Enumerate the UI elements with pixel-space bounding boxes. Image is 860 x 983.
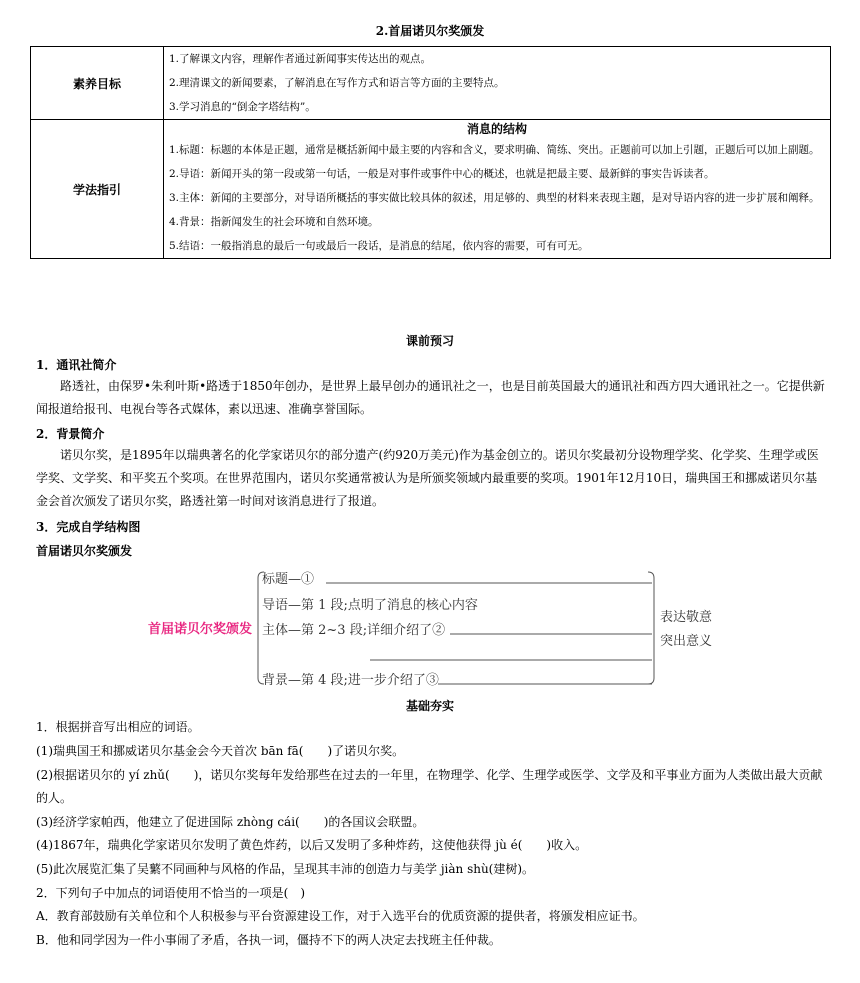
q2-option-b: B．他和同学因为一件小事闹了矛盾，各执一词，僵持不下的两人决定去找班主任仲裁。 [36,933,501,947]
diagram-row-title: 标题—① [262,572,315,587]
goals-head: 素养目标 [31,47,164,120]
method-head: 学法指引 [31,120,164,259]
structure-diagram [148,566,728,690]
diagram-right-2: 突出意义 [660,634,713,649]
diagram-row-body: 主体—第 2~3 段;详细介绍了② [262,623,446,638]
method-item: 3.主体：新闻的主要部分，对导语所概括的事实做比较具体的叙述，用足够的、典型的材料来表现主题，是对导语内容的进一步扩展和阐释。 [169,192,820,204]
background-paragraph: 诺贝尔奖，是1895年以瑞典著名的化学家诺贝尔的部分遗产(约920万美元)作为基金创立的。诺贝尔奖最初分设物理学奖、化学奖、生理学或医学奖、文学奖、和平奖五个奖项。在世界范围内，诺贝尔奖通常被认为是所颁奖领域内最重要的奖项。1901年12月10日，瑞典国王和挪威诺贝尔基金会首次颁发了诺贝尔奖，路透社第一时间对该消息进行了报道。 [36,448,819,508]
section-title-agency: 1．通讯社简介 [36,358,117,372]
basics-heading: 基础夯实 [405,699,454,713]
goal-item: 2.理清课文的新闻要素，了解消息在写作方式和语言等方面的主要特点。 [169,77,505,89]
q1-item-4: (4)1867年，瑞典化学家诺贝尔发明了黄色炸药，以后又发明了多种炸药，这使他获得 jù é( )收入。 [36,838,588,852]
agency-paragraph: 路透社，由保罗•朱利叶斯•路透于1850年创办，是世界上最早创办的通讯社之一，也是目前英国最大的通讯社和西方四大通讯社之一。它提供新闻报道给报刊、电视台等各式媒体，素以迅速、准确享誉国际。 [36,379,825,416]
page-title: 2.首届诺贝尔奖颁发 [375,24,485,38]
preview-heading: 课前预习 [405,334,454,348]
question-1: 1．根据拼音写出相应的词语。 [36,720,200,734]
section-title-background: 2．背景简介 [36,427,105,441]
method-title: 消息的结构 [466,122,527,136]
goals-cell [164,47,831,120]
question-2: 2．下列句子中加点的词语使用不恰当的一项是( ) [36,886,305,900]
diagram-row-lead: 导语—第 1 段;点明了消息的核心内容 [262,598,478,613]
method-cell [164,120,831,259]
goal-item: 1.了解课文内容，理解作者通过新闻事实传达出的观点。 [169,53,432,65]
q1-item-5: (5)此次展览汇集了吴蘩不同画种与风格的作品，呈现其丰沛的创造力与美学 jiàn shù(建树)。 [36,862,535,876]
method-item: 1.标题：标题的本体是正题，通常是概括新闻中最主要的内容和含义，要求明确、简练、突出。正题前可以加上引题，正题后可以加上副题。 [169,144,820,156]
q1-item-1: (1)瑞典国王和挪威诺贝尔基金会今天首次 bān fā( )了诺贝尔奖。 [36,744,405,758]
section-title-structure: 3．完成自学结构图 [36,520,141,534]
guide-table [30,46,831,259]
q1-item-3: (3)经济学家帕西，他建立了促进国际 zhòng cái( )的各国议会联盟。 [36,815,425,829]
diagram-right-1: 表达敬意 [660,610,713,625]
right-brace [648,572,654,684]
q2-option-a: A．教育部鼓励有关单位和个人积极参与平台资源建设工作，对于入选平台的优质资源的提供者，将颁发相应证书。 [36,909,645,923]
structure-subtitle: 首届诺贝尔奖颁发 [36,544,133,558]
method-row [31,120,831,259]
goals-row [31,47,831,120]
diagram-row-background: 背景—第 4 段;进一步介绍了③ [262,673,439,688]
method-item: 2.导语：新闻开头的第一段或第一句话，一般是对事件或事件中心的概述，也就是把最主要、最新鲜的事实告诉读者。 [169,168,715,180]
method-item: 4.背景：指新闻发生的社会环境和自然环境。 [169,216,379,228]
q1-item-2: (2)根据诺贝尔的 yí zhǔ( )，诺贝尔奖每年发给那些在过去的一年里，在物理学、化学、生理学或医学、文学及和平事业方面为人类做出最大贡献的人。 [36,768,823,805]
method-item: 5.结语：一般指消息的最后一句或最后一段话，是消息的结尾，依内容的需要，可有可无。 [169,240,589,252]
goal-item: 3.学习消息的“倒金字塔结构”。 [169,101,316,113]
diagram-main-label: 首届诺贝尔奖颁发 [148,622,253,637]
